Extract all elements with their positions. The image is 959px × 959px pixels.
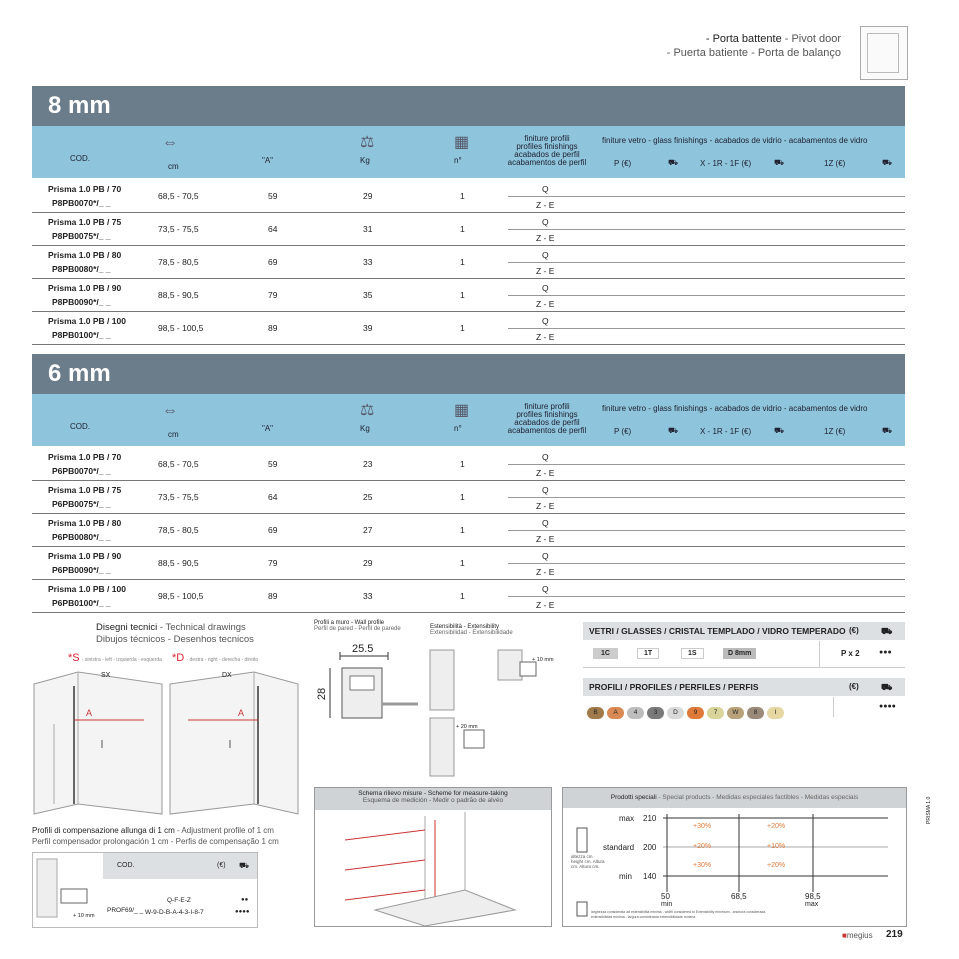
dx-label-text: DX — [222, 672, 232, 679]
column-glass-finishings: finiture vetro - glass finishings - acabados de vidrio - acabamentos de vidro — [602, 404, 868, 413]
special-header — [563, 788, 906, 808]
wall-profile-drawing — [320, 650, 420, 730]
drawings-subtitle: Dibujos técnicos - Desenhos tecnicos — [96, 634, 254, 645]
profile-chip: 7 — [707, 707, 724, 719]
glass-chip-1t: 1T — [637, 648, 659, 659]
product-name: Prisma 1.0 PB / 70 — [48, 452, 122, 462]
table-row — [32, 246, 905, 279]
special-grid — [563, 808, 906, 926]
finish-q: Q — [542, 250, 549, 260]
column-header — [32, 126, 905, 178]
profiles-dots: ●●●● — [879, 703, 896, 710]
wall-profile-title — [314, 620, 401, 632]
column-cm: cm — [168, 430, 179, 439]
profile-chip: I — [767, 707, 784, 719]
product-dimension: 88,5 - 90,5 — [158, 558, 199, 568]
table-row — [32, 547, 905, 580]
special-pct-6: +20% — [767, 862, 786, 869]
table-row — [32, 312, 905, 345]
column-kg: Kg — [360, 156, 370, 165]
glasses-dots: ●●● — [879, 649, 892, 656]
product-a: 69 — [268, 257, 278, 267]
finish-ze: Z - E — [536, 332, 555, 342]
product-name: Prisma 1.0 PB / 80 — [48, 250, 122, 260]
header-line-1 — [706, 33, 841, 45]
finish-q: Q — [542, 283, 549, 293]
profile-chip: 3 — [647, 707, 664, 719]
row-divider — [508, 262, 905, 263]
product-dimension: 98,5 - 100,5 — [158, 591, 204, 601]
truck-icon: ⛟ — [881, 682, 893, 692]
product-a: 79 — [268, 558, 278, 568]
adjust-code: PROF69/_ _ — [107, 907, 144, 914]
truck-icon: ⛟ — [239, 861, 250, 870]
profiles-title: PROFILI / PROFILES / PERFILES / PERFIS — [589, 682, 759, 692]
product-code: P6PB0070*/_ _ — [52, 466, 111, 476]
column-cod: COD. — [70, 154, 90, 163]
product-quantity: 1 — [460, 459, 465, 469]
special-footnote: larghezza considerata ad estensibilità minima - width considered to Extensibility minimum - anchura considerada extensibilidad mínima - largura considerada extensibilidade mínima — [591, 910, 766, 919]
product-name: Prisma 1.0 PB / 100 — [48, 584, 126, 594]
product-name: Prisma 1.0 PB / 70 — [48, 184, 122, 194]
special-standard-label: standard — [603, 843, 635, 852]
profile-chip-list — [587, 701, 787, 719]
truck-icon: ⛟ — [882, 426, 893, 435]
wall-profile-title-1: Profili a muro - Wall profile — [314, 620, 385, 626]
special-height-label: altezza cm. height cm. Altura cm. Altura cm. — [571, 854, 605, 869]
product-code: P6PB0100*/_ _ — [52, 598, 111, 608]
product-code: P6PB0080*/_ _ — [52, 532, 111, 542]
profile-chip: A — [607, 707, 624, 719]
page-number: 219 — [886, 929, 903, 940]
product-a: 69 — [268, 525, 278, 535]
table-row — [32, 180, 905, 213]
glasses-header — [583, 622, 905, 640]
profile-chip: 9 — [687, 707, 704, 719]
row-divider — [508, 464, 905, 465]
product-kg: 29 — [363, 191, 373, 201]
column-a: "A" — [262, 424, 274, 433]
product-code: P8PB0075*/_ _ — [52, 231, 111, 241]
profiles-euro: (€) — [849, 682, 859, 691]
table-row — [32, 448, 905, 481]
special-x2: 68,5 — [731, 892, 747, 901]
drawings-title-en: - Technical drawings — [157, 622, 246, 633]
table-row — [32, 580, 905, 613]
product-dimension: 73,5 - 75,5 — [158, 492, 199, 502]
door-thumbnail — [860, 26, 908, 80]
extensibility-title-2: Extensibilidad - Extensibilidade — [430, 630, 513, 636]
adjust-box — [32, 852, 258, 928]
adjust-mm: + 10 mm — [73, 913, 95, 919]
extensibility-title-1: Estensibilità - Extensibility — [430, 624, 500, 630]
product-quantity: 1 — [460, 558, 465, 568]
product-quantity: 1 — [460, 492, 465, 502]
special-pct-3: +20% — [693, 843, 712, 850]
product-code: P8PB0090*/_ _ — [52, 297, 111, 307]
width-arrows-icon: ⇔ — [162, 402, 178, 419]
adjust-dots1: ●● — [241, 897, 249, 903]
product-name: Prisma 1.0 PB / 90 — [48, 551, 122, 561]
product-quantity: 1 — [460, 525, 465, 535]
product-name: Prisma 1.0 PB / 100 — [48, 316, 126, 326]
finish-q: Q — [542, 452, 549, 462]
adjust-fin2: W-9-D-B-A-4-3-I-8-7 — [145, 909, 204, 916]
profile-chip: 4 — [627, 707, 644, 719]
adjust-cod: COD. — [117, 862, 135, 869]
column-header — [32, 394, 905, 446]
column-n: n° — [454, 424, 462, 433]
column-cod: COD. — [70, 422, 90, 431]
product-name: Prisma 1.0 PB / 75 — [48, 217, 122, 227]
finish-ze: Z - E — [536, 468, 555, 478]
d-text: - destra - right - derecha - direito — [186, 657, 259, 663]
special-max-label: max — [619, 814, 635, 823]
column-a: "A" — [262, 156, 274, 165]
profile-chip: 8 — [747, 707, 764, 719]
product-dimension: 68,5 - 70,5 — [158, 191, 199, 201]
product-dimension: 78,5 - 80,5 — [158, 257, 199, 267]
footer-brand-text: megius — [846, 931, 873, 940]
column-kg: Kg — [360, 424, 370, 433]
special-pct-1: +30% — [693, 823, 712, 830]
finish-q: Q — [542, 184, 549, 194]
product-a: 64 — [268, 492, 278, 502]
table-row — [32, 213, 905, 246]
row-divider — [508, 295, 905, 296]
measure-title-2: Esquema de medición - Medir o padrão de alvéo — [362, 797, 504, 804]
product-quantity: 1 — [460, 224, 465, 234]
glass-chip-1c: 1C — [593, 648, 618, 659]
table-row — [32, 514, 905, 547]
truck-icon: ⛟ — [668, 426, 679, 435]
product-dimension: 78,5 - 80,5 — [158, 525, 199, 535]
wall-profile-height: 28 — [316, 687, 329, 701]
column-price-p: P (€) — [614, 159, 632, 168]
product-kg: 25 — [363, 492, 373, 502]
weight-icon: ⚖ — [360, 402, 375, 419]
product-name: Prisma 1.0 PB / 90 — [48, 283, 122, 293]
column-profile-finishings: finiture profili profiles finishings acabados de perfil acabamentos de perfil — [507, 402, 587, 435]
special-x1: 50 — [661, 892, 670, 901]
finish-ze: Z - E — [536, 266, 555, 276]
product-dimension: 68,5 - 70,5 — [158, 459, 199, 469]
adjust-title-it: Profili di compensazione allunga di 1 cm — [32, 826, 175, 835]
glasses-row — [583, 641, 905, 668]
column-cm: cm — [168, 162, 179, 171]
column-price-x: X - 1R - 1F (€) — [700, 159, 752, 168]
finish-ze: Z - E — [536, 534, 555, 544]
product-quantity: 1 — [460, 257, 465, 267]
header-title-en: - Pivot door — [781, 33, 841, 45]
product-code: P8PB0080*/_ _ — [52, 264, 111, 274]
row-divider — [508, 563, 905, 564]
special-title-it: Prodotti speciali — [610, 794, 657, 801]
weight-icon: ⚖ — [360, 134, 375, 151]
product-dimension: 98,5 - 100,5 — [158, 323, 204, 333]
left-legend — [68, 652, 162, 664]
profiles-row — [583, 697, 905, 717]
measure-box — [314, 787, 552, 927]
s-text: - sinistra - left - izquierda - esquerda — [81, 657, 162, 663]
special-min-label: min — [619, 872, 632, 881]
product-quantity: 1 — [460, 591, 465, 601]
shower-drawing-dx — [170, 664, 300, 824]
product-quantity: 1 — [460, 323, 465, 333]
adjust-title-en: - Adjustment profile of 1 cm — [174, 826, 274, 835]
column-price-p: P (€) — [614, 427, 632, 436]
glass-chip-1s: 1S — [681, 648, 704, 659]
finish-ze: Z - E — [536, 600, 555, 610]
truck-icon: ⛟ — [882, 158, 893, 167]
finish-ze: Z - E — [536, 299, 555, 309]
drawings-title — [96, 622, 246, 633]
special-x3-max: max — [805, 901, 819, 908]
finish-q: Q — [542, 518, 549, 528]
adjust-dots2: ●●●● — [235, 909, 250, 915]
finish-q: Q — [542, 217, 549, 227]
column-glass-finishings: finiture vetro - glass finishings - acabados de vidrio - acabamentos de vidro — [602, 136, 868, 145]
special-box — [562, 787, 907, 927]
column-price-x: X - 1R - 1F (€) — [700, 427, 752, 436]
truck-icon: ⛟ — [668, 158, 679, 167]
product-a: 59 — [268, 459, 278, 469]
product-kg: 33 — [363, 591, 373, 601]
width-arrows-icon: ⇔ — [162, 134, 178, 151]
product-a: 64 — [268, 224, 278, 234]
product-kg: 39 — [363, 323, 373, 333]
finish-q: Q — [542, 551, 549, 561]
table-row — [32, 481, 905, 514]
d-marker: *D — [172, 652, 185, 664]
finish-ze: Z - E — [536, 233, 555, 243]
dx-a-label: A — [238, 708, 245, 718]
product-name: Prisma 1.0 PB / 80 — [48, 518, 122, 528]
product-dimension: 73,5 - 75,5 — [158, 224, 199, 234]
header-title-it: - Porta battente — [705, 33, 782, 45]
glasses-title: VETRI / GLASSES / CRISTAL TEMPLADO / VIDRO TEMPERADO — [589, 626, 846, 636]
special-min-value: 140 — [643, 872, 657, 881]
special-x1-min: min — [661, 901, 673, 908]
sx-label: SX — [101, 672, 111, 679]
profiles-divider — [833, 697, 834, 717]
glasses-px2: P x 2 — [841, 649, 860, 658]
finish-q: Q — [542, 316, 549, 326]
profile-chip: D — [667, 707, 684, 719]
product-code: P8PB0070*/_ _ — [52, 198, 111, 208]
truck-icon: ⛟ — [881, 626, 893, 636]
special-standard-value: 200 — [643, 843, 657, 852]
finish-ze: Z - E — [536, 200, 555, 210]
column-n: n° — [454, 156, 462, 165]
product-kg: 29 — [363, 558, 373, 568]
product-name: Prisma 1.0 PB / 75 — [48, 485, 122, 495]
product-code: P6PB0075*/_ _ — [52, 499, 111, 509]
sx-a-label: A — [86, 708, 93, 718]
finish-ze: Z - E — [536, 567, 555, 577]
finish-ze: Z - E — [536, 501, 555, 511]
profile-chip: W — [727, 707, 744, 719]
product-dimension: 88,5 - 90,5 — [158, 290, 199, 300]
special-pct-4: +10% — [767, 843, 786, 850]
glasses-divider — [819, 641, 820, 667]
measure-drawing — [315, 810, 551, 926]
shower-drawing-sx — [34, 664, 164, 824]
product-code: P6PB0090*/_ _ — [52, 565, 111, 575]
finish-q: Q — [542, 485, 549, 495]
wall-profile-title-2: Perfil de pared - Perfil de parede — [314, 626, 401, 632]
column-profile-finishings: finiture profili profiles finishings acabados de perfil acabamentos de perfil — [507, 134, 587, 167]
product-quantity: 1 — [460, 191, 465, 201]
extensibility-drawing — [430, 648, 550, 778]
adjust-subtitle: Perfil compensador prolongación 1 cm - Perfis de compensação 1 cm — [32, 837, 279, 846]
product-table — [32, 180, 905, 345]
row-divider — [508, 497, 905, 498]
side-label: PRISMA 1.0 — [926, 796, 932, 824]
finish-q: Q — [542, 584, 549, 594]
s-marker: *S — [68, 652, 80, 664]
drawings-title-it: Disegni tecnici — [96, 622, 158, 633]
product-kg: 31 — [363, 224, 373, 234]
ext-10mm: + 10 mm — [532, 657, 554, 663]
special-pct-5: +30% — [693, 862, 712, 869]
glass-chip-d8: D 8mm — [723, 648, 756, 659]
section-title: 8 mm — [32, 86, 905, 126]
row-divider — [508, 530, 905, 531]
profiles-header — [583, 678, 905, 696]
measure-header — [315, 788, 551, 810]
product-table — [32, 448, 905, 613]
wall-profile-width: 25.5 — [352, 643, 374, 655]
row-divider — [508, 196, 905, 197]
measure-title-1: Schema rilievo misure - Scheme for measure-taking — [358, 790, 508, 797]
truck-icon: ⛟ — [774, 158, 785, 167]
product-kg: 35 — [363, 290, 373, 300]
boxes-icon: ▦ — [454, 134, 470, 151]
product-code: P8PB0100*/_ _ — [52, 330, 111, 340]
product-kg: 23 — [363, 459, 373, 469]
special-max-value: 210 — [643, 814, 657, 823]
brand-logo-icon: ■ — [842, 931, 847, 940]
extensibility-title — [430, 624, 513, 636]
product-a: 59 — [268, 191, 278, 201]
special-pct-2: +20% — [767, 823, 786, 830]
adjust-euro: (€) — [217, 862, 226, 869]
product-a: 89 — [268, 323, 278, 333]
adjust-fin1: Q-F-E-Z — [167, 897, 191, 904]
section-title: 6 mm — [32, 354, 905, 394]
profile-chip: B — [587, 707, 604, 719]
product-kg: 33 — [363, 257, 373, 267]
product-a: 79 — [268, 290, 278, 300]
special-x3: 98,5 — [805, 892, 821, 901]
row-divider — [508, 596, 905, 597]
column-price-z: 1Z (€) — [824, 427, 846, 436]
right-legend — [172, 652, 258, 664]
special-title-en: - Special products - Medidas especiales factibles - Medidas especiais — [656, 794, 859, 801]
truck-icon: ⛟ — [774, 426, 785, 435]
adjust-drawing — [37, 859, 97, 921]
product-kg: 27 — [363, 525, 373, 535]
adjust-title — [32, 826, 274, 835]
row-divider — [508, 328, 905, 329]
glasses-euro: (€) — [849, 626, 859, 635]
footer-brand — [842, 931, 873, 940]
product-a: 89 — [268, 591, 278, 601]
table-row — [32, 279, 905, 312]
column-price-z: 1Z (€) — [824, 159, 846, 168]
row-divider — [508, 229, 905, 230]
boxes-icon: ▦ — [454, 402, 470, 419]
ext-20mm: + 20 mm — [456, 724, 478, 730]
product-quantity: 1 — [460, 290, 465, 300]
header-line-2: - Puerta batiente - Porta de balanço — [666, 47, 841, 59]
